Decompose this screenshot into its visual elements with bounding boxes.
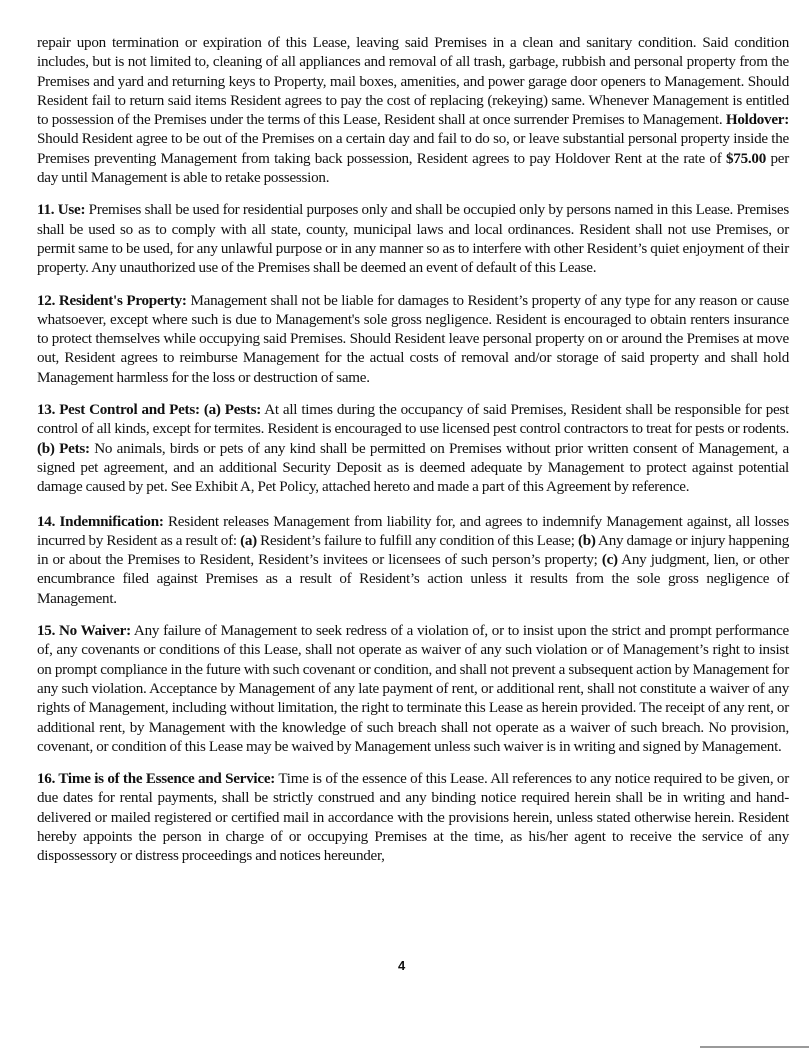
scan-edge-artifact — [700, 1046, 809, 1048]
section-12-residents-property — [37, 292, 789, 388]
section-14-indemnification — [37, 513, 789, 609]
section-intro: Resident releases Management from liability for, and agrees to indemnify Management against, all losses incurred by Resident as a result of: — [37, 513, 789, 549]
holdover-text-end: per day until Management is able to retake possession. — [37, 150, 789, 187]
item-c-body: Any judgment, lien, or other encumbrance filed against Premises as a result of Resident’s action unless it results from the sole gross negligence of Management. — [37, 552, 789, 607]
section-11-use — [37, 201, 789, 278]
section-16-time-is-of-the-essence — [37, 770, 789, 866]
item-c-label: (c) — [601, 552, 618, 569]
subsection-a-label: (a) Pests: — [203, 402, 261, 419]
holdover-label: Holdover: — [725, 112, 789, 129]
section-13-pest-control-and-pets — [37, 401, 789, 497]
subsection-b-label: (b) Pets: — [37, 440, 90, 457]
page-number: 4 — [398, 958, 406, 973]
holdover-text: Should Resident agree to be out of the Premises on a certain day and fail to do so, or leave substantial personal property inside the Premises preventing Management from taking back possession, Resident agrees to pay Holdover Rent at the rate of — [37, 131, 789, 167]
item-b-body: Any damage or injury happening in or about the Premises to Resident, Resident’s invitees or licensees of such person’s property; — [37, 532, 790, 569]
section-body: Premises shall be used for residential purposes only and shall be occupied only by persons named in this Lease. Premises shall be used so as to comply with all state, county, municipal laws and local ordinances. Resident shall not use Premises, or permit same to be used, for any unlawful purpose or in any manner so as to interfere with other Resident’s quiet enjoyment of their property. Any unauthorized use of the Premises shall be deemed an event of default of this Lease. — [37, 202, 789, 277]
subsection-b-body: No animals, birds or pets of any kind shall be permitted on Premises without prior written consent of Management, a signed pet agreement, and an additional Security Deposit as is deemed adequate by Management to protect against potential damage caused by pet. See Exhibit A, Pet Policy, attached hereto and made a part of this Agreement by reference. — [37, 440, 789, 496]
section-heading: 14. Indemnification: — [37, 513, 164, 530]
section-body: Time is of the essence of this Lease. All references to any notice required to be given, or due dates for rental payments, shall be strictly construed and any binding notice required herein shall be in writing and hand-delivered or mailed registered or certified mail in accordance with the provisions herein, unless stated otherwise herein. Resident hereby appoints the person in charge of or occupying Premises at the time, as his/her agent to receive the service of any dispossessory or distress proceedings and notices hereunder, — [37, 771, 789, 865]
section-heading: 16. Time is of the Essence and Service: — [37, 771, 276, 788]
continuation-text: repair upon termination or expiration of this Lease, leaving said Premises in a clean and sanitary condition. Said condition includes, but is not limited to, cleaning of all appliances and removal of all trash, garbage, rubbish and personal property from the Premises and yard and returning keys to Property, mail boxes, amenities, and power garage door openers to Management. Should Resident fail to return said items Resident agrees to pay the cost of replacing (rekeying) same. Whenever Management is entitled to possession of the Premises under the terms of this Lease, Resident shall at once surrender Premises to Management. — [37, 35, 789, 129]
section-15-no-waiver — [37, 622, 789, 757]
continuation-paragraph — [37, 34, 789, 188]
section-heading: 12. Resident's Property: — [37, 292, 187, 309]
document-page — [37, 34, 789, 880]
item-b-label: (b) — [577, 532, 596, 549]
section-body: Management shall not be liable for damages to Resident’s property of any type for any reason or cause whatsoever, except where such is due to Management's sole gross negligence. Resident is encouraged to obtain renters insurance to protect themselves while occupying said Premises. Should Resident leave personal property on or around the Premises at move out, Resident agrees to reimburse Management for the actual costs of removal and/or storage of said property and shall hold Management harmless for the loss or destruction of same. — [37, 292, 790, 386]
section-heading: 15. No Waiver: — [37, 623, 131, 640]
section-heading: 13. Pest Control and Pets: — [37, 402, 200, 419]
subsection-a-body: At all times during the occupancy of said Premises, Resident shall be responsible for pest control of all kinds, except for termites. Resident is encouraged to use licensed pest control contractors to treat for pests or rodents. — [37, 402, 790, 438]
holdover-rate: $75.00 — [725, 150, 766, 167]
section-heading: 11. Use: — [37, 202, 86, 219]
item-a-body: Resident’s failure to fulfill any condition of this Lease; — [256, 532, 578, 549]
item-a-label: (a) — [240, 532, 257, 549]
section-body: Any failure of Management to seek redress of a violation of, or to insist upon the strict and prompt performance of, any covenants or conditions of this Lease, shall not operate as waiver of any such violation or of Management’s right to insist on prompt compliance in the future with such covenant or condition, and shall not prevent a subsequent action by Management for any such violation. Acceptance by Management of any late payment of rent, or additional rent, shall not constitute a waiver of any rights of Management, including without limitation, the right to terminate this Lease as herein provided. The receipt of any rent, or additional rent, by Management with the knowledge of such breach shall not operate as a waiver of such breach. No provision, covenant, or condition of this Lease may be waived by Management unless such waiver is in writing and signed by Management. — [37, 623, 789, 755]
